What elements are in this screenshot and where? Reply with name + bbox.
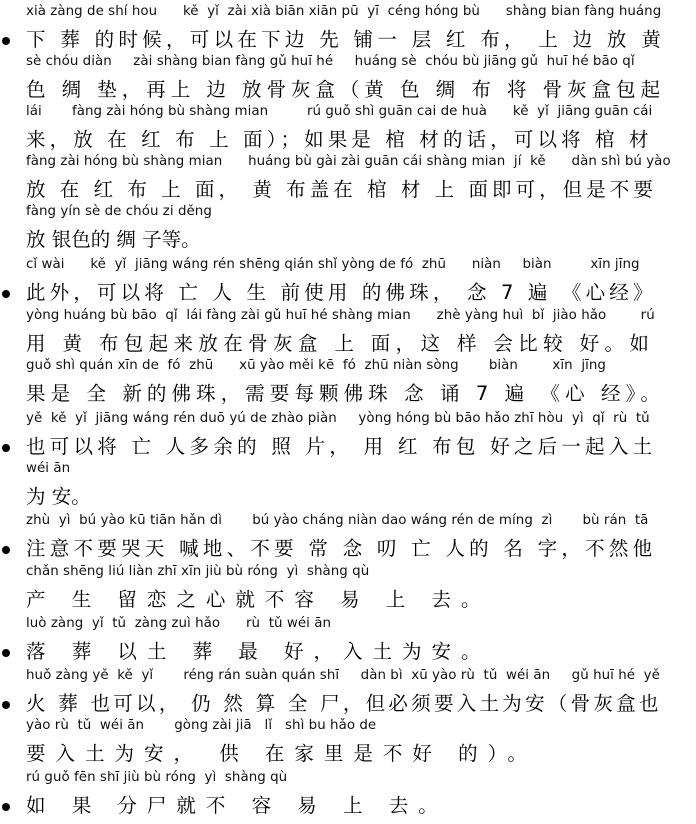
- bullet-icon: [2, 37, 10, 45]
- chinese-text: 为 安。: [26, 485, 91, 508]
- chinese-text: 产 生 留恋之心就不容 易 上 去。: [26, 588, 491, 611]
- pinyin-annotation: xià zàng de shí hou kě yǐ zài xià biān xiān pū yī céng hóng bù shàng bian fàng huáng: [26, 4, 662, 19]
- chinese-text: 色 绸 垫，再上 边 放骨灰盒（黄 色 绸 布 将 骨灰盒包起: [26, 78, 665, 101]
- pinyin-annotation: fàng yín sè de chóu zi děng: [26, 204, 212, 219]
- chinese-text: 果是 全 新的佛珠，需要每颗佛珠 念 诵 7 遍 《心 经》。: [26, 382, 665, 405]
- chinese-text: 用 黄 布包起来放在骨灰盒 上 面，这 样 会比较 好。如: [26, 332, 655, 355]
- chinese-text: 落 葬 以土 葬 最 好，入土为安。: [26, 640, 491, 663]
- pinyin-annotation: fàng zài hóng bù shàng mian huáng bù gài zài guān cái shàng mian jí kě dàn shì bú yào: [26, 154, 671, 169]
- pinyin-annotation: yòng huáng bù bāo qǐ lái fàng zài gǔ huī hé shàng mian zhè yàng huì bǐ jiào hǎo rú: [26, 308, 655, 323]
- pinyin-annotation: lái fàng zài hóng bù shàng mian rú guǒ shì guān cai de huà kě yǐ jiāng guān cái: [26, 104, 653, 119]
- chinese-text: 注意不要哭天 喊地、不要 常 念 叨 亡 人的 名 字，不然他: [26, 537, 657, 560]
- pinyin-annotation: cǐ wài kě yǐ jiāng wáng rén shēng qián shǐ yòng de fó zhū niàn biàn xīn jīng: [26, 257, 640, 272]
- pinyin-annotation: yào rù tǔ wéi ān gòng zài jiā lǐ shì bu hǎo de: [26, 718, 377, 733]
- pinyin-annotation: luò zàng yǐ tǔ zàng zuì hǎo rù tǔ wéi ān: [26, 616, 332, 631]
- chinese-text: 放 银色的 绸 子等。: [26, 228, 201, 251]
- pinyin-annotation: chǎn shēng liú liàn zhī xīn jiù bù róng yì shàng qù: [26, 564, 370, 579]
- chinese-text: 放 在 红 布 上 面， 黄 布盖在 棺 材 上 面即可，但是不要: [26, 178, 657, 201]
- pinyin-annotation: rú guǒ fēn shī jiù bù róng yì shàng qù: [26, 770, 288, 785]
- pinyin-annotation: yě kě yǐ jiāng wáng rén duō yú de zhào piàn yòng hóng bù bāo hǎo zhī hòu yì qǐ rù tǔ: [26, 411, 650, 426]
- chinese-text: 要入土为安， 供 在家里是不好 的）。: [26, 742, 537, 765]
- pinyin-annotation: guǒ shì quán xīn de fó zhū xū yào měi kē fó zhū niàn sòng biàn xīn jīng: [26, 358, 606, 373]
- pinyin-annotation: sè chóu diàn zài shàng bian fàng gǔ huī hé huáng sè chóu bù jiāng gǔ huī hé bāo qǐ: [26, 54, 635, 69]
- chinese-text: 火 葬 也可以， 仍 然 算 全 尸，但必须要入土为安（骨灰盒也: [26, 692, 662, 715]
- bullet-icon: [2, 649, 10, 657]
- chinese-text: 此外，可以将 亡 人 生 前使用 的佛珠， 念 7 遍 《心经》: [26, 281, 657, 304]
- pinyin-annotation: zhù yì bú yào kū tiān hǎn dì bú yào cháng niàn dao wáng rén de míng zì bù rán tā: [26, 513, 649, 528]
- chinese-text: 如 果 分尸就不 容 易 上 去。: [26, 794, 448, 817]
- chinese-text: 也可以将 亡 人多余的 照 片， 用 红 布包 好之后一起入土: [26, 435, 657, 458]
- pinyin-annotation: wéi ān: [26, 461, 71, 476]
- bullet-icon: [2, 546, 10, 554]
- pinyin-annotation: huǒ zàng yě kě yǐ réng rán suàn quán shī dàn bì xū yào rù tǔ wéi ān gǔ huī hé yě: [26, 668, 660, 683]
- bullet-icon: [2, 444, 10, 452]
- bullet-icon: [2, 701, 10, 709]
- chinese-text: 下 葬 的时候，可以在下边 先 铺一 层 红 布， 上 边 放 黄: [26, 28, 665, 51]
- bullet-icon: [2, 803, 10, 811]
- chinese-text: 来，放 在 红 布 上 面）；如果是 棺 材的话，可以将 棺 材: [26, 128, 653, 151]
- bullet-icon: [2, 290, 10, 298]
